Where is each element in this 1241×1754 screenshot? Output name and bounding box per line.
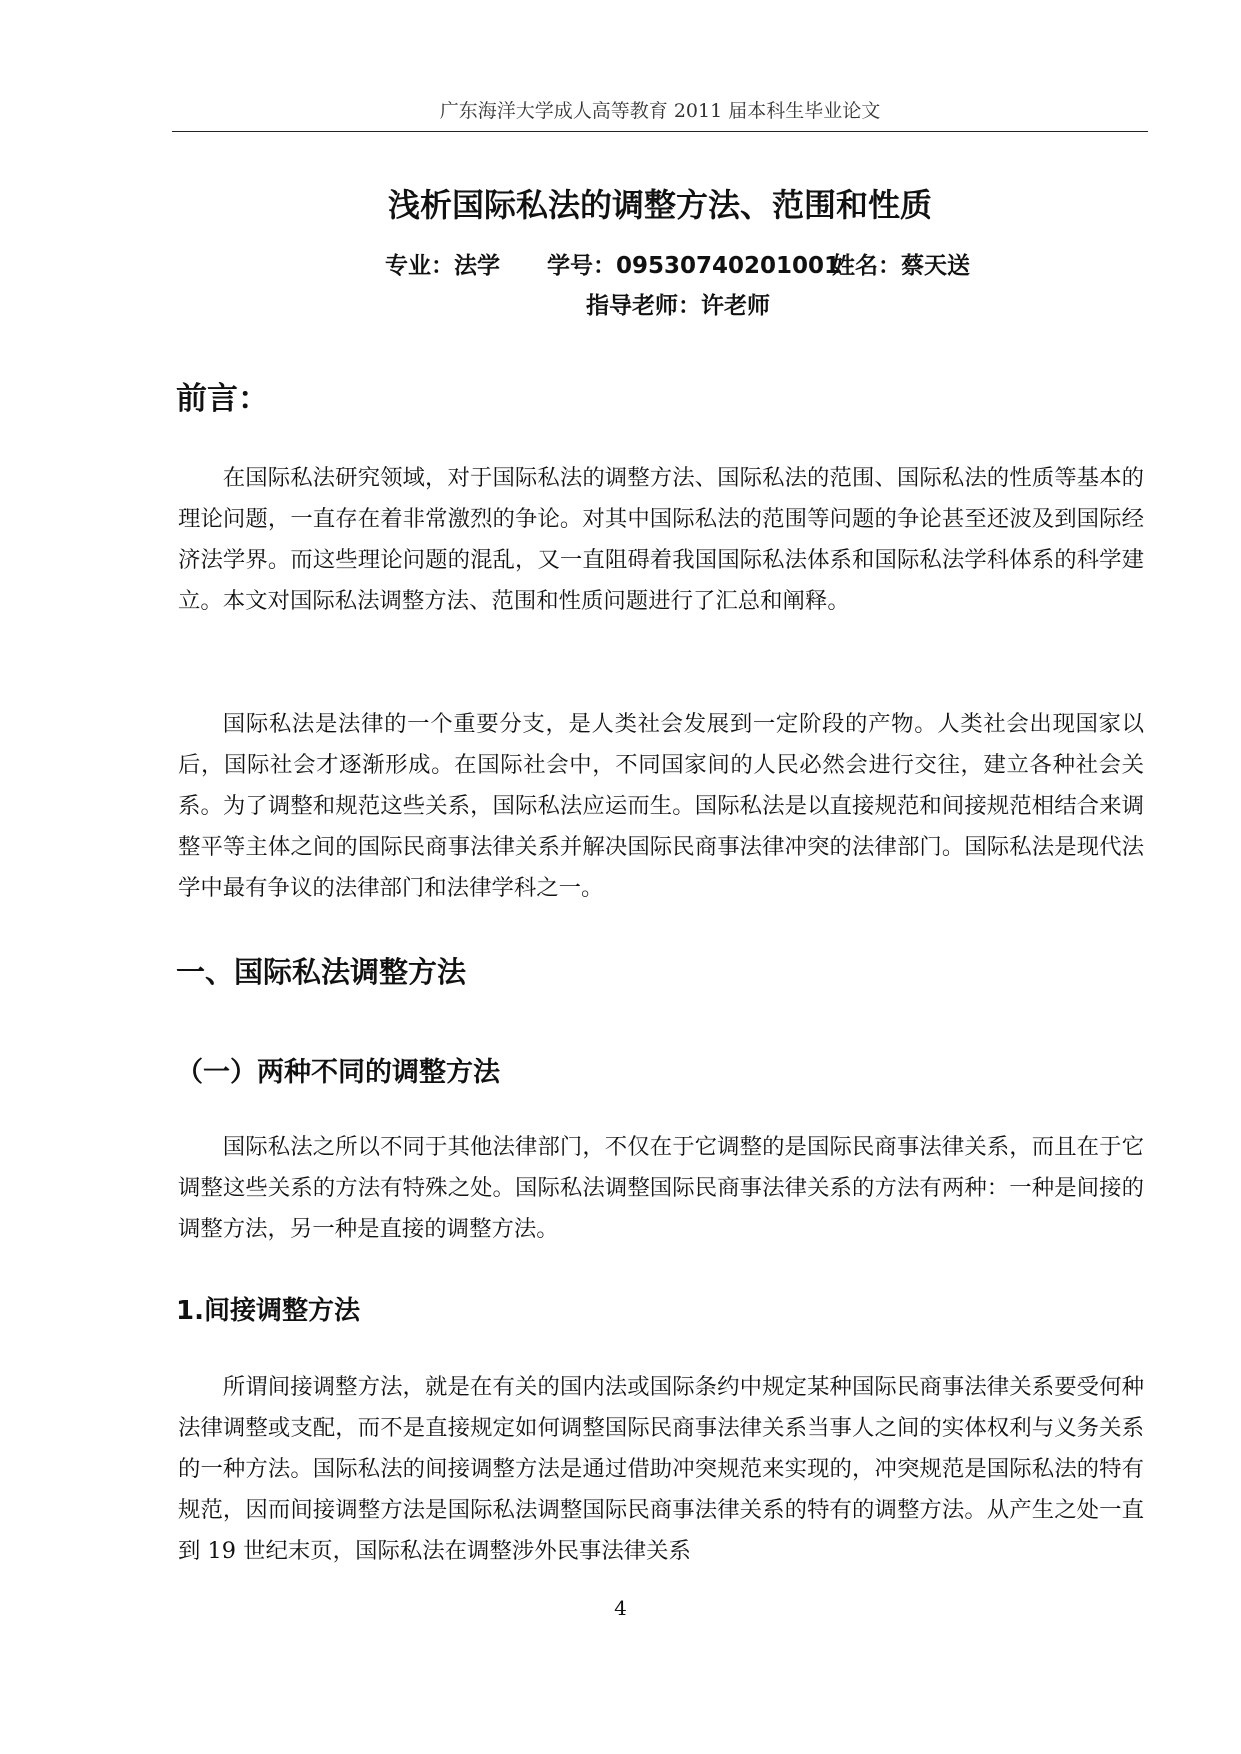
preface-heading: 前言： xyxy=(176,381,269,417)
student-name-label: 姓名：蔡天送 xyxy=(832,253,970,279)
body-paragraph-2: 所谓间接调整方法，就是在有关的国内法或国际条约中规定某种国际民商事法律关系要受何种法律调整或支配，而不是直接规定如何调整国际民商事法律关系当事人之间的实体权利与义务关系的一种方法。国际私法的间接调整方法是通过借助冲突规范来实现的，冲突规范是国际私法的特有规范，因而间接调整方法是国际私法调整国际民商事法律关系的特有的调整方法。从产生之处一直到 19 世纪末页，国际私法在调整涉外民事法律关系 xyxy=(178,1374,1144,1564)
header-rule xyxy=(172,131,1148,132)
subsection-heading-1: （一）两种不同的调整方法 xyxy=(176,1057,500,1088)
section-heading-1: 一、国际私法调整方法 xyxy=(176,955,467,989)
preface-paragraph-1: 在国际私法研究领域，对于国际私法的调整方法、国际私法的范围、国际私法的性质等基本的理论问题，一直存在着非常激烈的争论。对其中国际私法的范围等问题的争论甚至还波及到国际经济法学界。而这些理论问题的混乱，又一直阻碍着我国国际私法体系和国际私法学科体系的科学建立。本文对国际私法调整方法、范围和性质问题进行了汇总和阐释。 xyxy=(178,465,1144,614)
running-header: 广东海洋大学成人高等教育 2011 届本科生毕业论文 xyxy=(439,100,881,122)
student-id-label: 学号：09530740201001 xyxy=(547,253,841,279)
body-paragraph-1: 国际私法之所以不同于其他法律部门，不仅在于它调整的是国际民商事法律关系，而且在于它调整这些关系的方法有特殊之处。国际私法调整国际民商事法律关系的方法有两种：一种是间接的调整方法，另一种是直接的调整方法。 xyxy=(178,1134,1144,1242)
paper-title: 浅析国际私法的调整方法、范围和性质 xyxy=(387,186,932,224)
major-label: 专业：法学 xyxy=(385,253,500,279)
preface-paragraph-2: 国际私法是法律的一个重要分支，是人类社会发展到一定阶段的产物。人类社会出现国家以后，国际社会才逐渐形成。在国际社会中，不同国家间的人民必然会进行交往，建立各种社会关系。为了调整和规范这些关系，国际私法应运而生。国际私法是以直接规范和间接规范相结合来调整平等主体之间的国际民商事法律关系并解决国际民商事法律冲突的法律部门。国际私法是现代法学中最有争议的法律部门和法律学科之一。 xyxy=(178,711,1144,901)
page-number: 4 xyxy=(614,1596,627,1620)
subsubsection-heading-1: 1.间接调整方法 xyxy=(176,1296,360,1326)
advisor-label: 指导老师：许老师 xyxy=(586,293,770,319)
